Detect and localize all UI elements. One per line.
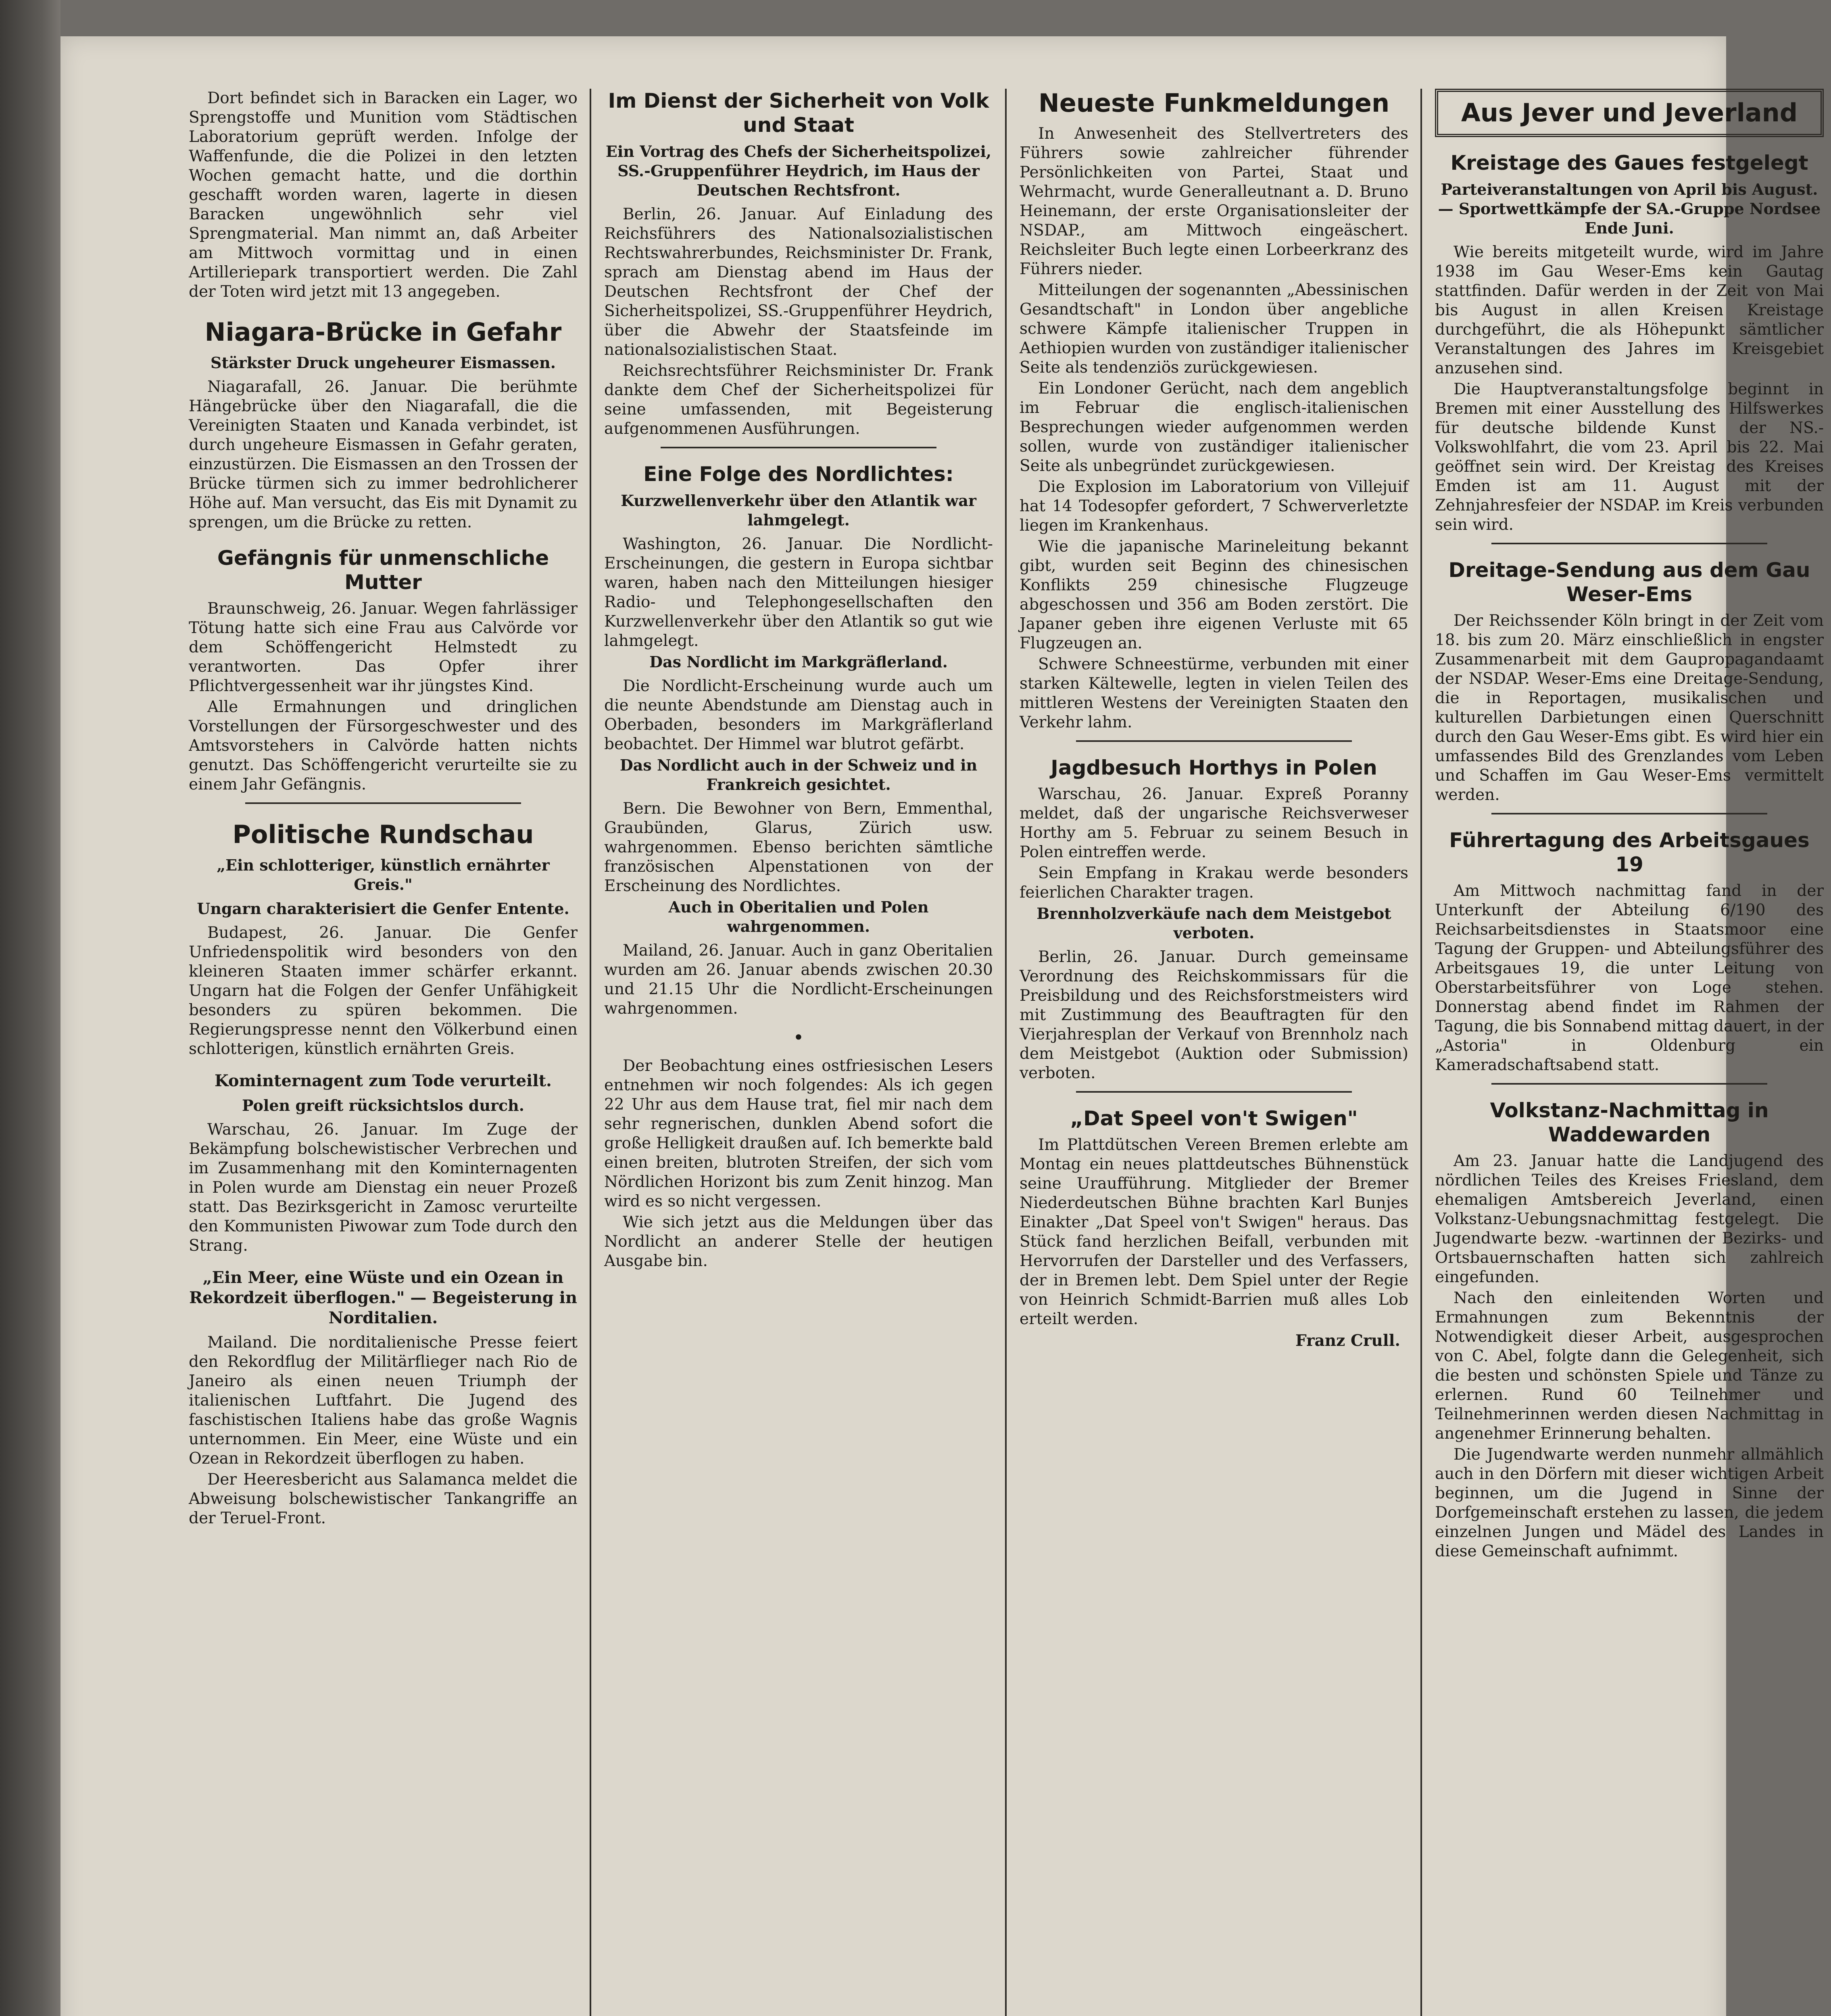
column-3 (1012, 89, 1416, 2016)
headline-kreistage: Kreistage des Gaues festgelegt (1450, 151, 1808, 175)
divider (1076, 1091, 1352, 1093)
article-sicherheit-body: Berlin, 26. Januar. Auf Einladung des Reichsführers des Nationalsozialistischen Rechtswahrerbundes, Reichsminister Dr. Frank, sprach am Dienstag abend im Haus der Deutschen Rechtsfront der Chef der Sicherheitspolizei, SS.-Gruppenführer Heydrich, über die Abwehr der Staatsfeinde im nationalsozialistischen Staat. (604, 205, 993, 359)
article-nordlicht-body: Washington, 26. Januar. Die Nordlicht-Erscheinungen, die gestern in Europa sichtbar waren, haben nach den Mitteilungen hiesiger Radio- und Telephongesellschaften den Kurzwellenverkehr über den Atlantik so gut wie lahmgelegt. (604, 535, 993, 650)
headline-funkmeldungen: Neueste Funkmeldungen (1038, 88, 1390, 118)
column-rule (590, 89, 591, 2016)
section-title: Brennholzverkäufe nach dem Meistgebot verboten. (1036, 904, 1391, 942)
subheadline-niagara: Stärkster Druck ungeheurer Eismassen. (211, 354, 556, 372)
subheadline-kreistage: Parteiveranstaltungen von April bis August. — Sportwettkämpfe der SA.-Gruppe Nordsee Ende Juni. (1438, 180, 1821, 237)
news-item: Schwere Schneestürme, verbunden mit einer starken Kältewelle, legten in vielen Teilen des mittleren Westens der Vereinigten Staaten den Verkehr lahm. (1020, 655, 1408, 731)
divider (245, 802, 521, 804)
divider (1491, 543, 1767, 544)
article-volkstanz-body: Die Jugendwarte werden nunmehr allmählich auch in den Dörfern mit dieser wichtigen Arbeit beginnen, um die Jugend in Sinne der Dorfgemeinschaft erstehen zu lassen, die jedem einzelnen Jungen und Mädel des Landes in diese Gemeinschaft aufnimmt. (1435, 1445, 1824, 1560)
news-item: Mitteilungen der sogenannten „Abessinischen Gesandtschaft" in London über angebliche schwere Kämpfe italienischer Truppen in Aethiopien wurden von zuständiger italienischer Seite als tendenziös zurückgewiesen. (1020, 281, 1408, 377)
article-kreistage-body: Die Hauptveranstaltungsfolge beginnt in Bremen mit einer Ausstellung des Hilfswerkes für deutsche bildende Kunst der NS.-Volkswohlfahrt, die vom 23. April bis 22. Mai geöffnet sein wird. Der Kreistag des Kreises Emden ist am 11. August mit der Zehnjahresfeier der NSDAP. im Kreis verbunden sein wird. (1435, 380, 1824, 534)
article-gefaengnis-body: Alle Ermahnungen und dringlichen Vorstellungen der Fürsorgeschwester und des Amtsvorstehers in Calvörde hatten nichts genutzt. Das Schöffengericht verurteilte sie zu einem Jahr Gefängnis. (189, 698, 578, 793)
divider (1491, 813, 1767, 814)
section-title: Auch in Oberitalien und Polen wahrgenommen. (668, 898, 929, 935)
headline-gefaengnis: Gefängnis für unmenschliche Mutter (217, 546, 549, 594)
article-heeresbericht: Der Heeresbericht aus Salamanca meldet die Abweisung bolschewistischer Tankangriffe an der Teruel-Front. (189, 1470, 578, 1527)
headline-rekordflug: „Ein Meer, eine Wüste und ein Ozean in Rekordzeit überflogen." — Begeisterung in Norditalien. (189, 1268, 578, 1327)
article-author: Franz Crull. (1295, 1331, 1400, 1350)
article-komintern-body: Warschau, 26. Januar. Im Zuge der Bekämpfung bolschewistischer Verbrechen und im Zusammenhang mit den Kominternagenten in Polen wurde am Dienstag ein neuer Prozeß statt. Das Bezirksgericht in Zamosc verurteilte den Kommunisten Piwowar zum Tode durch den Strang. (189, 1120, 578, 1255)
subheadline-sicherheit: Ein Vortrag des Chefs der Sicherheitspolizei, SS.-Gruppenführer Heydrich, im Haus der Deutschen Rechtsfront. (605, 142, 992, 199)
divider (661, 447, 936, 448)
headline-nordlicht: Eine Folge des Nordlichtes: (643, 462, 954, 486)
article-volkstanz-body: Nach den einleitenden Worten und Ermahnungen zum Bekenntnis der Notwendigkeit dieser Arbeit, ausgesprochen von C. Abel, folgte dann die Gelegenheit, sich die besten und schönsten Spiele und Tänze zu erlernen. Rund 60 Teilnehmer und Teilnehmerinnen werden diesen Nachmittag in angenehmer Erinnerung behalten. (1435, 1289, 1824, 1443)
section-title: Das Nordlicht im Markgräflerland. (649, 653, 948, 671)
article-jagdbesuch-body: Warschau, 26. Januar. Expreß Poranny meldet, daß der ungarische Reichsverweser Horthy am 5. Februar zu seinem Besuch in Polen eintreffen werde. (1020, 785, 1408, 861)
subheadline-rundschau: Ungarn charakterisiert die Genfer Entente. (197, 900, 569, 918)
article-continuation: Dort befindet sich in Baracken ein Lager, wo Sprengstoffe und Munition vom Städtischen Laboratorium geprüft werden. Infolge der Waffenfunde, die die Polizei in den letzten Wochen gemacht hatte, und die dorthin geschafft worden waren, lagerte in diesen Baracken ungewöhnlich sehr viel Sprengmaterial. Man nimmt an, daß Arbeiter am Mittwoch vormittag und in einen Artilleriepark transportiert werden. Die Zahl der Toten wird jetzt mit 13 angegeben. (189, 89, 578, 301)
subheadline-nordlicht: Kurzwellenverkehr über den Atlantik war lahmgelegt. (621, 492, 976, 529)
book-binding (0, 0, 60, 2016)
article-nordlicht-body: Die Nordlicht-Erscheinung wurde auch um die neunte Abendstunde am Dienstag auch in Oberbaden, besonders im Markgräflerland beobachtet. Der Himmel war blutrot gefärbt. (604, 677, 993, 753)
article-nordlicht-body: Bern. Die Bewohner von Bern, Emmenthal, Graubünden, Glarus, Zürich usw. wahrgenommen. Ebenso berichten sämtliche französischen Alpenstationen von der Erscheinung des Nordlichtes. (604, 800, 993, 895)
headline-fuehrertagung: Führertagung des Arbeitsgaues 19 (1449, 829, 1810, 876)
subheadline-komintern: Polen greift rücksichtslos durch. (242, 1096, 524, 1114)
headline-dat-speel: „Dat Speel von't Swigen" (1070, 1107, 1358, 1130)
headline-jagdbesuch: Jagdbesuch Horthys in Polen (1051, 756, 1377, 779)
news-item: Ein Londoner Gerücht, nach dem angeblich im Februar die englisch-italienischen Besprechungen wieder aufgenommen werden sollen, wurde von zuständiger italienischer Seite als unbegründet zurückgewiesen. (1020, 379, 1408, 475)
column-rule (1420, 89, 1422, 2016)
article-rekordflug-body: Mailand. Die norditalienische Presse feiert den Rekordflug der Militärflieger nach Rio de Janeiro als einen neuen Triumph der italienischen Luftfahrt. Die Jugend des faschistischen Italiens habe das große Wagnis unternommen. Ein Meer, eine Wüste und ein Ozean in Rekordzeit überflogen zu haben. (189, 1333, 578, 1468)
article-sicherheit-body: Reichsrechtsführer Reichsminister Dr. Frank dankte dem Chef der Sicherheitspolizei für seine umfassenden, mit Begeisterung aufgenommenen Ausführungen. (604, 362, 993, 438)
divider (1076, 740, 1352, 742)
article-dreitage-body: Der Reichssender Köln bringt in der Zeit vom 18. bis zum 20. März einschließlich in engster Zusammenarbeit mit dem Gaupropagandaamt der NSDAP. Weser-Ems eine Dreitage-Sendung, die in Reportagen, musikalischen und kulturellen Darbietungen einen Querschnitt durch den Gau Weser-Ems gibt. Es wird hier ein umfassendes Bild des Grenzlandes vom Leben und Schaffen im Gau Weser-Ems vermittelt werden. (1435, 612, 1824, 804)
headline-volkstanz: Volkstanz-Nachmittag in Waddewarden (1490, 1099, 1769, 1146)
subheadline-rundschau: „Ein schlotteriger, künstlich ernährter Greis." (217, 856, 550, 893)
article-nordlicht-body: Mailand, 26. Januar. Auch in ganz Oberitalien wurden am 26. Januar abends zwischen 20.30 und 21.15 Uhr die Nordlicht-Erscheinungen wahrgenommen. (604, 941, 993, 1018)
section-header-jeverland: Aus Jever und Jeverland (1435, 89, 1824, 137)
news-item: In Anwesenheit des Stellvertreters des Führers sowie zahlreicher führender Persönlichkeiten von Partei, Staat und Wehrmacht, wurde Generalleutnant a. D. Bruno Heinemann, der erste Organisationsleiter der NSDAP., am Mittwoch eingeäschert. Reichsleiter Buch legte einen Lorbeerkranz des Führers nieder. (1020, 125, 1408, 278)
column-2 (597, 89, 1000, 2016)
newspaper-page (60, 36, 1824, 2016)
section-title: Das Nordlicht auch in der Schweiz und in Frankreich gesichtet. (619, 756, 978, 793)
article-nordlicht-end: Wie sich jetzt aus die Meldungen über das Nordlicht an anderer Stelle der heutigen Ausgabe bin. (604, 1213, 993, 1270)
news-item: Die Explosion im Laboratorium von Villejuif hat 14 Todesopfer gefordert, 7 Schwerverletzte liegen im Krankenhaus. (1020, 478, 1408, 535)
article-volkstanz-body: Am 23. Januar hatte die Landjugend des nördlichen Teiles des Kreises Friesland, dem ehemaligen Amtsbereich Jeverland, einen Volkstanz-Uebungsnachmittag festgelegt. Die Jugendwarte bezw. -wartinnen der Bezirks- und Ortsbauernschaften hatten sich zahlreich eingefunden. (1435, 1152, 1824, 1286)
column-1 (181, 89, 585, 2016)
article-kreistage-body: Wie bereits mitgeteilt wurde, wird im Jahre 1938 im Gau Weser-Ems kein Gautag stattfinden. Dafür werden in der Zeit von Mai bis August in allen Kreisen Kreistage durchgeführt, die als Höhepunkt sämtlicher Veranstaltungen des Jahres im Kreisgebiet anzusehen sind. (1435, 243, 1824, 377)
news-item: Wie die japanische Marineleitung bekannt gibt, wurden seit Beginn des chinesischen Konflikts 259 chinesische Flugzeuge abgeschossen und 356 am Boden zerstört. Die Japaner geben ihre eigenen Verluste mit 65 Flugzeugen an. (1020, 537, 1408, 652)
headline-komintern: Kominternagent zum Tode verurteilt. (215, 1071, 552, 1090)
headline-dreitage-sendung: Dreitage-Sendung aus dem Gau Weser-Ems (1448, 558, 1810, 606)
headline-politische-rundschau: Politische Rundschau (232, 820, 534, 849)
article-dat-speel-body: Im Plattdütschen Vereen Bremen erlebte am Montag ein neues plattdeutsches Bühnenstück seine Uraufführung. Mitglieder der Bremer Niederdeutschen Bühne brachten Karl Bunjes Einakter „Dat Speel von't Swigen" heraus. Das Stück fand herzlichen Beifall, verbunden mit Hervorrufen der Darsteller und des Verfassers, der in Bremen lebt. Dem Spiel unter der Regie von Heinrich Schmidt-Barrien muß alles Lob erteilt werden. (1020, 1136, 1408, 1328)
divider (1491, 1083, 1767, 1085)
article-gefaengnis-body: Braunschweig, 26. Januar. Wegen fahrlässiger Tötung hatte sich eine Frau aus Calvörde vor dem Schöffengericht Helmstedt zu verantworten. Das Opfer ihrer Pflichtvergessenheit war ihr jüngstes Kind. (189, 600, 578, 695)
article-nordlicht-reader: Der Beobachtung eines ostfriesischen Lesers entnehmen wir noch folgendes: Als ich gegen 22 Uhr aus dem Hause trat, fiel mir nach dem sehr regnerischen, dunklen Abend sofort die große Helligkeit draußen auf. Ich bemerkte bald einen breiten, blutroten Streifen, der sich vom Nördlichen Horizont bis zum Zenit hinzog. Man wird es so nicht vergessen. (604, 1057, 993, 1210)
section-bullet: • (793, 1027, 804, 1048)
article-jagdbesuch-body: Sein Empfang in Krakau werde besonders feierlichen Charakter tragen. (1020, 864, 1408, 902)
article-brennholz-body: Berlin, 26. Januar. Durch gemeinsame Verordnung des Reichskommissars für die Preisbildung und des Reichsforstmeisters wird mit Zustimmung des Beauftragten für den Vierjahresplan der Verkauf von Brennholz nach dem Meistgebot (Auktion oder Submission) verboten. (1020, 948, 1408, 1082)
column-rule (1005, 89, 1007, 2016)
column-4 (1428, 89, 1831, 2016)
article-niagara-body: Niagarafall, 26. Januar. Die berühmte Hängebrücke über den Niagarafall, die die Vereinigten Staaten und Kanada verbindet, ist durch ungeheure Eismassen in Gefahr geraten, einzustürzen. Die Eismassen an den Trossen der Brücke türmen sich zu immer bedrohlicherer Höhe auf. Man versucht, das Eis mit Dynamit zu sprengen, um die Brücke zu retten. (189, 378, 578, 531)
headline-sicherheit: Im Dienst der Sicherheit von Volk und Staat (608, 89, 989, 137)
article-rundschau-body: Budapest, 26. Januar. Die Genfer Unfriedenspolitik wird besonders von den kleineren Staaten immer schärfer erkannt. Ungarn hat die Folgen der Genfer Unfähigkeit besonders zu spüren bekommen. Die Regierungspresse nennt den Völkerbund einen schlotterigen, künstlich ernährten Greis. (189, 924, 578, 1058)
article-fuehrertagung-body: Am Mittwoch nachmittag fand in der Unterkunft der Abteilung 6/190 des Reichsarbeitsdienstes in Staatsmoor eine Tagung der Gruppen- und Abteilungsführer des Arbeitsgaues 19, die unter Leitung von Oberstarbeitsführer von Loge stehen. Donnerstag abend findet im Rahmen der Tagung, die bis Sonnabend mittag dauert, in der „Astoria" in Oldenburg ein Kameradschaftsabend statt. (1435, 882, 1824, 1074)
headline-niagara: Niagara-Brücke in Gefahr (204, 317, 562, 347)
